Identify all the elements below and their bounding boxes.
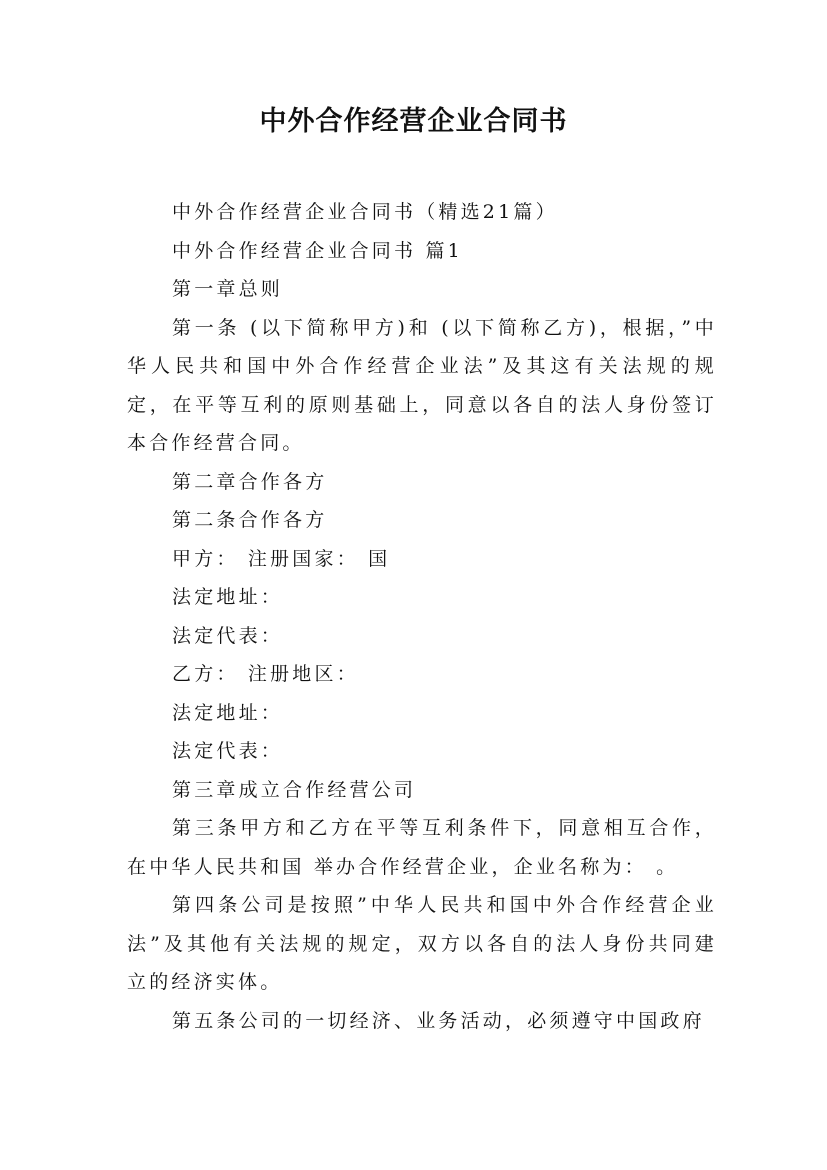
article-1: 第一条 (以下简称甲方)和 (以下简称乙方)，根据，”中华人民共和国中外合作经营企业法”及其这有关法规的规定，在平等互利的原则基础上，同意以各自的法人身份签订本合作经营合同。 (127, 316, 717, 454)
chapter-heading-3: 第三章成立合作经营公司 (172, 778, 417, 801)
party-b-representative: 法定代表： (172, 740, 284, 762)
paragraph-section-heading: 中外合作经营企业合同书 篇1 (172, 239, 463, 262)
party-a-representative: 法定代表： (172, 624, 284, 647)
article-2: 第二条合作各方 (172, 509, 328, 531)
chapter-heading-1: 第一章总则 (172, 278, 284, 300)
chapter-heading-2: 第二章合作各方 (172, 470, 328, 493)
article-4: 第四条公司是按照”中华人民共和国中外合作经营企业法”及其他有关法规的规定，双方以各自的法人身份共同建立的经济实体。 (127, 894, 717, 993)
party-b-address: 法定地址： (172, 701, 284, 724)
party-b-line: 乙方： 注册地区： (172, 663, 359, 685)
article-5: 第五条公司的一切经济、业务活动，必须遵守中国政府 (172, 1009, 705, 1032)
document-title: 中外合作经营企业合同书 (259, 106, 568, 137)
party-a-line: 甲方： 注册国家： 国 (172, 547, 391, 570)
article-3: 第三条甲方和乙方在平等互利条件下，同意相互合作，在中华人民共和国 举办合作经营企业，企业名称为： 。 (127, 817, 717, 878)
party-a-address: 法定地址： (172, 586, 284, 608)
paragraph-subtitle: 中外合作经营企业合同书（精选21篇） (172, 201, 558, 223)
document-body (127, 193, 717, 1040)
